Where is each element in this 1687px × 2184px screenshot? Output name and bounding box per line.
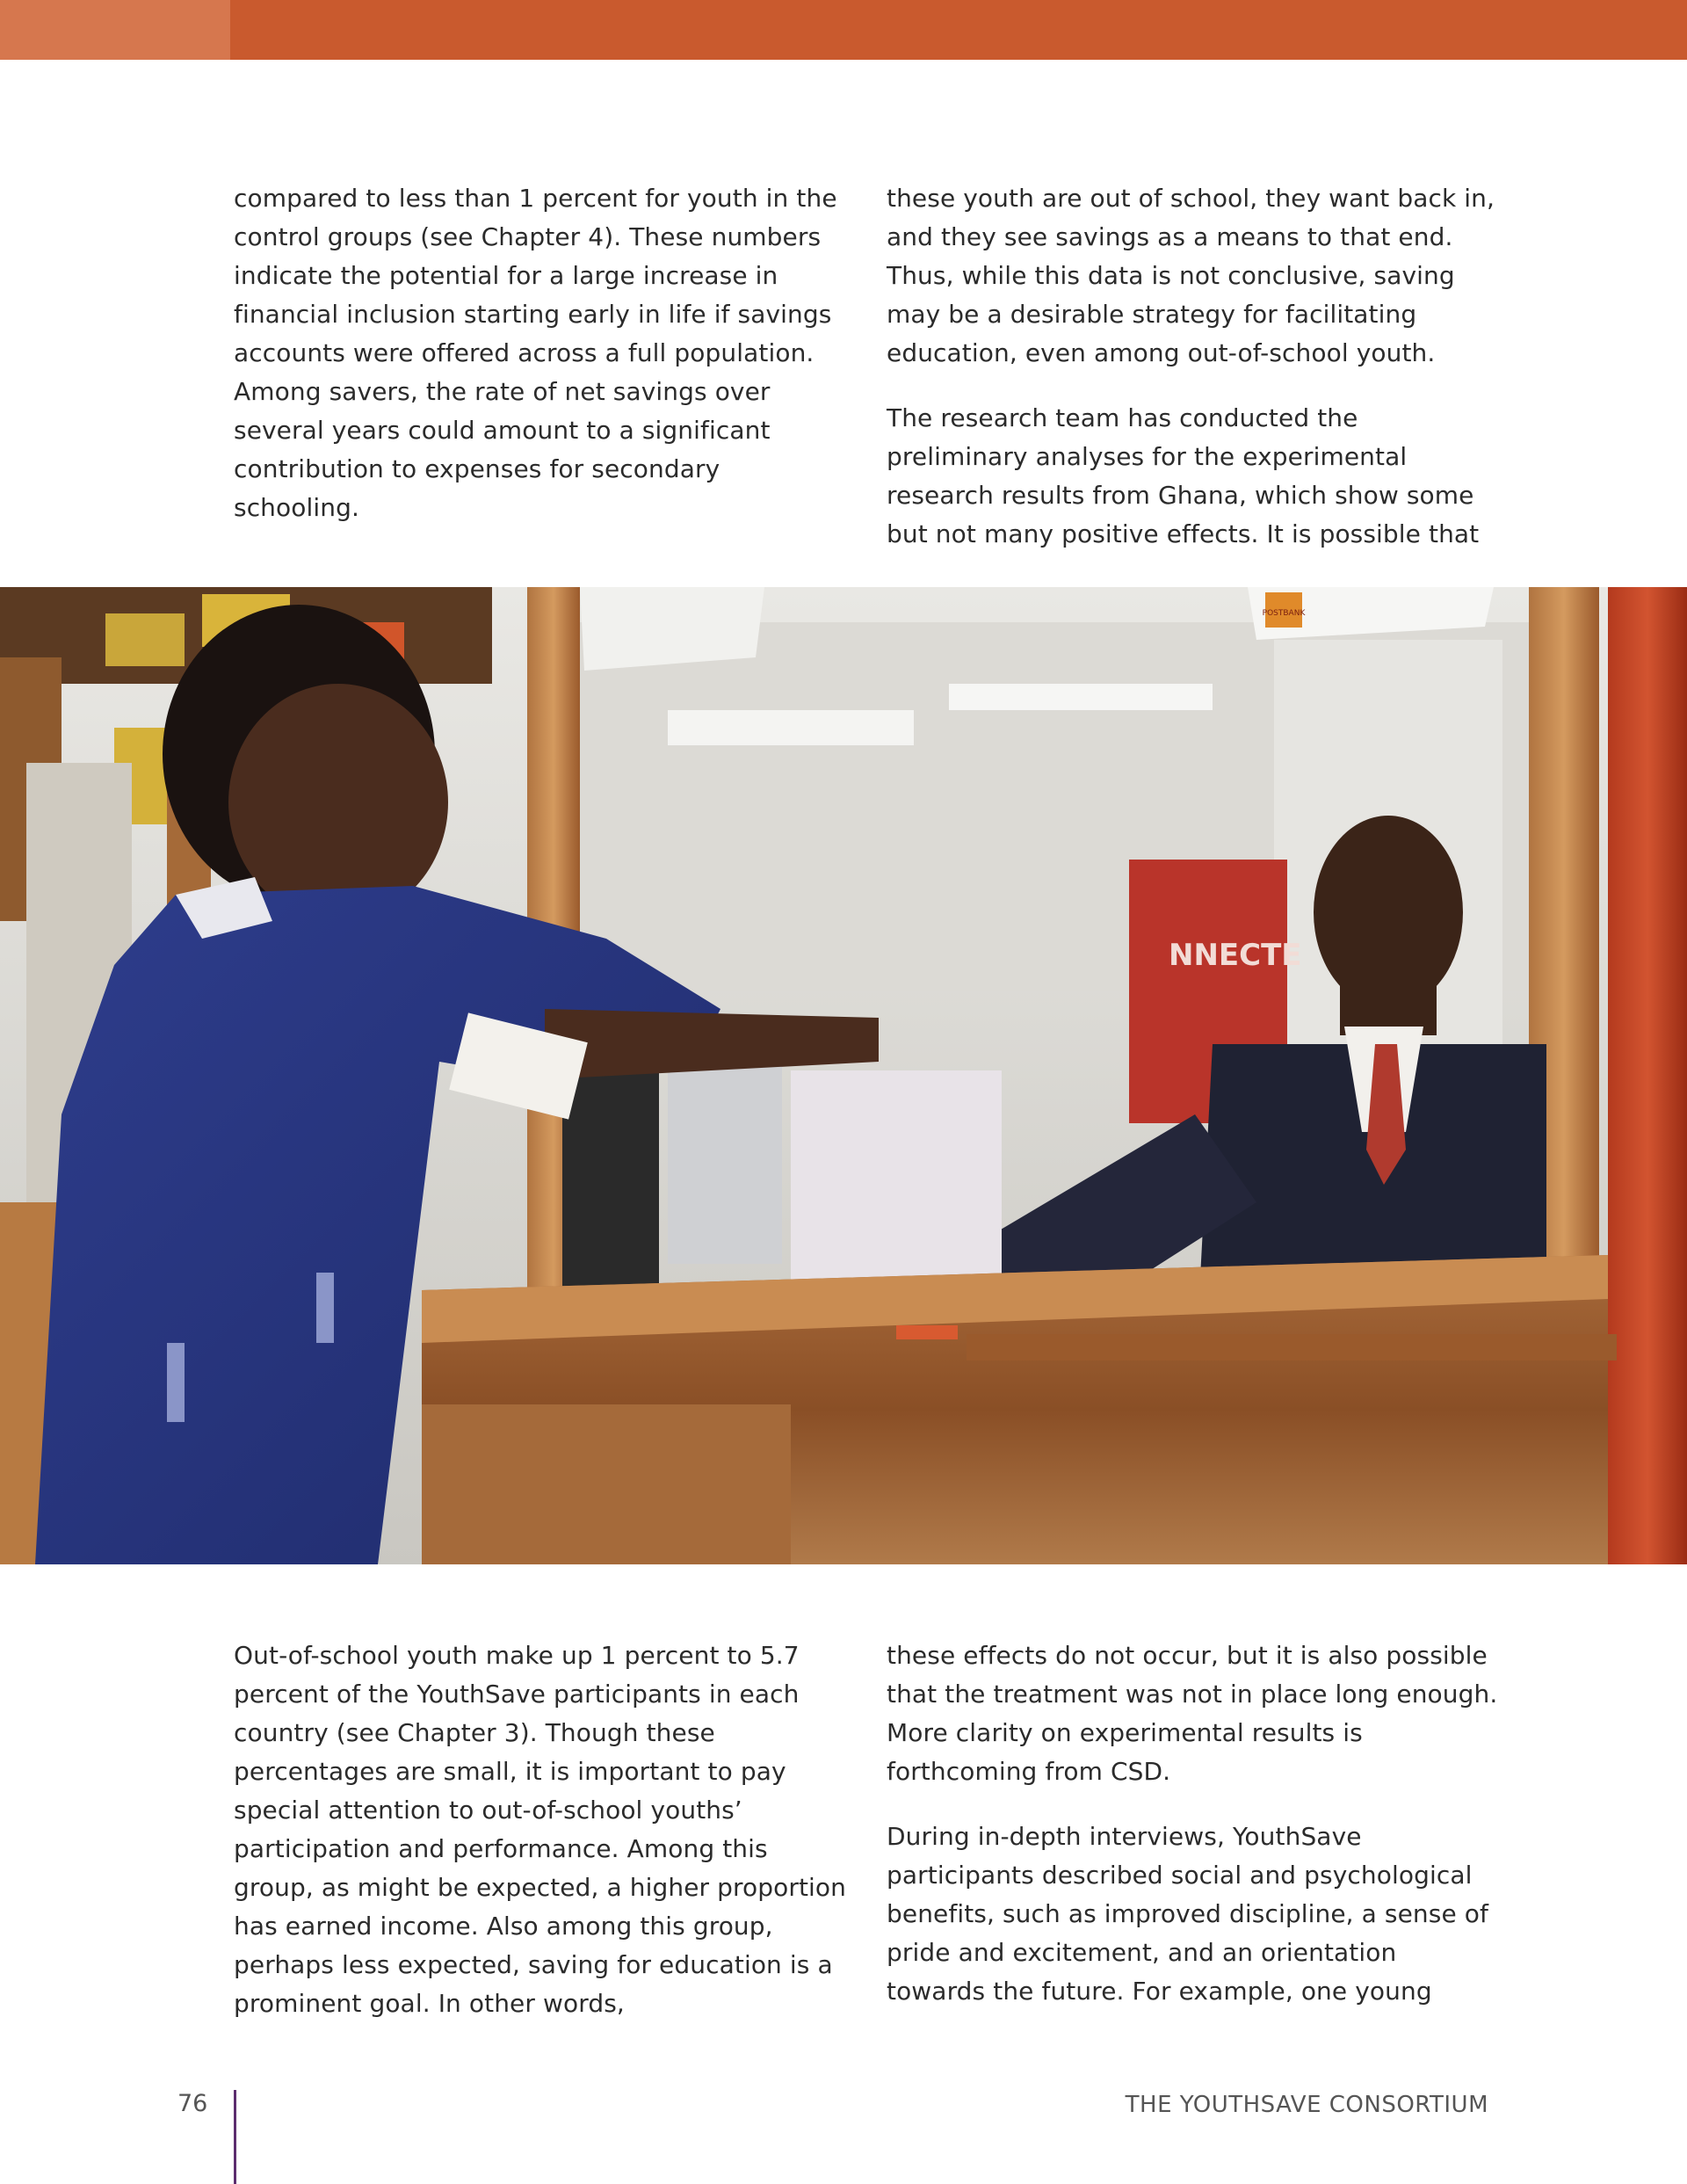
paragraph: Out-of-school youth make up 1 percent to 5.7 percent of the YouthSave participants in each country (see Chapter 3). Though these percentages are small, it is important to pay special attention to out-of-school youths’ participation and performance. Among this group, as might be expected, a higher proportion has earned income. Also among this group, perhaps less expected, saving for education is a prominent goal. In other words, xyxy=(234,1641,846,2018)
text-column-right-bottom xyxy=(887,1636,1502,2011)
paragraph: compared to less than 1 percent for youth in the control groups (see Chapter 4). These numbers indicate the potential for a large increase in financial inclusion starting early in life if savings accounts were offered across a full population. Among savers, the rate of net savings over several years could amount to a significant contribution to expenses for secondary schooling. xyxy=(234,184,837,522)
text-column-left-bottom xyxy=(234,1636,849,2023)
paragraph: The research team has conducted the preliminary analyses for the experimental research results from Ghana, which show some but not many positive effects. It is possible that xyxy=(887,403,1480,548)
sign-postbank: POSTBANK xyxy=(1262,609,1306,618)
photo-illustration xyxy=(0,587,1687,1564)
poster-text: NNECTE xyxy=(1169,938,1302,973)
photo-bank-counter xyxy=(0,587,1687,1564)
paragraph: these youth are out of school, they want back in, and they see savings as a means to that end. Thus, while this data is not conclusive, saving may be a desirable strategy for facilitating education, even among out-of-school youth. xyxy=(887,184,1495,367)
paragraph: During in-depth interviews, YouthSave participants described social and psychological benefits, such as improved discipline, a sense of pride and excitement, and an orientation towards the future. For example, one young xyxy=(887,1822,1488,2006)
text-column-right-top xyxy=(887,179,1502,554)
text-column-left-top xyxy=(234,179,849,527)
header-bar xyxy=(0,0,1687,60)
footer-rule xyxy=(234,2090,236,2184)
header-bar-accent xyxy=(0,0,230,60)
publication-title: THE YOUTHSAVE CONSORTIUM xyxy=(1125,2092,1488,2118)
paragraph: these effects do not occur, but it is also possible that the treatment was not in place long enough. More clarity on experimental results is forthcoming from CSD. xyxy=(887,1641,1498,1786)
page-number: 76 xyxy=(177,2090,208,2117)
